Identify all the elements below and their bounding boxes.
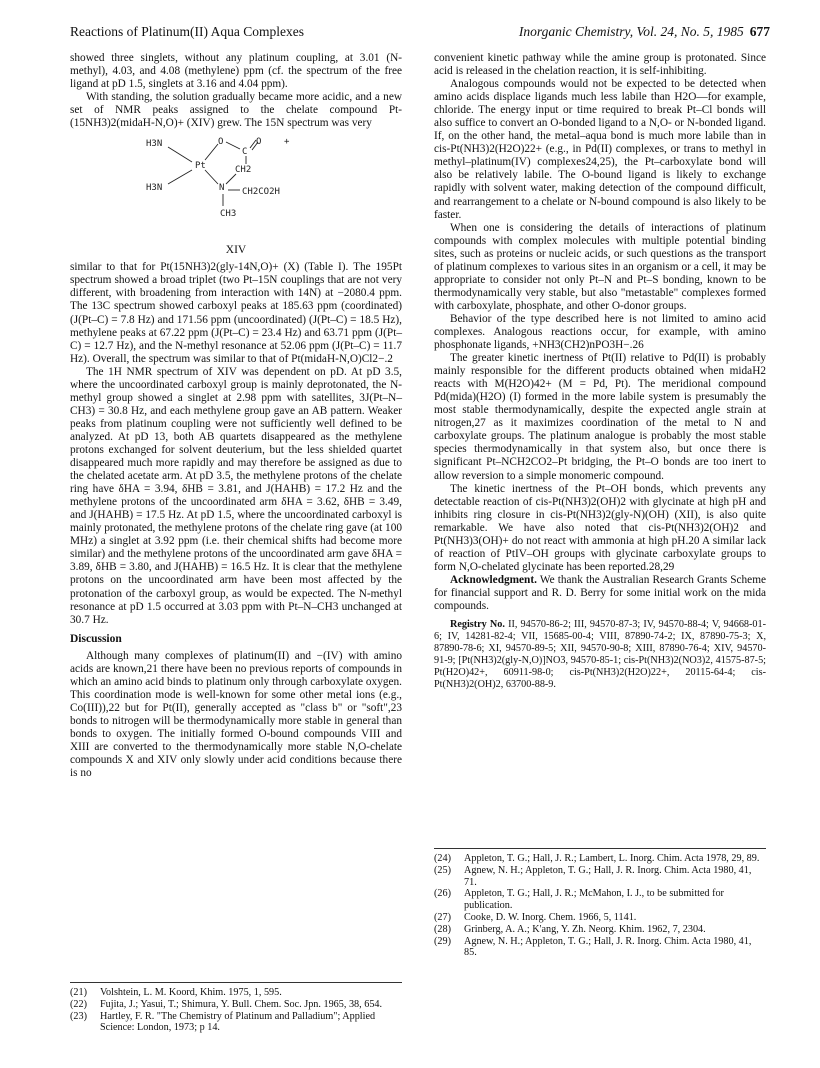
- label-c: C: [242, 147, 248, 158]
- label-plus: +: [284, 137, 290, 148]
- chemical-structure-xiv: [70, 132, 402, 242]
- label-h3n-top: H3N: [146, 139, 163, 150]
- paragraph: The 1H NMR spectrum of XIV was dependent on pD. At pD 3.5, where the uncoordinated carboxyl group is mainly deprotonated, the N-methyl group showed a singlet at 2.98 ppm with satellites, 3J(Pt–N–CH3) = 30.8 Hz, and each methylene group gave an AB pattern. Weaker peaks from platinum coupling were not sufficiently well defined to be analyzed. At pD 13, both AB quartets disappeared as the methylene protons exchanged for solvent deuterium, but the less shielded quartet disappeared much more rapidly and may therefore be assigned as due to the chelated acetate arm. At pD 3.5, the methylene protons of the chelate ring have δHA = 3.94, δHB = 3.81, and J(HAHB) = 17.2 Hz and the methylene protons of the uncoordinated arm δHA = 3.62, δHB = 3.49, and J(HAHB) = 17.5 Hz. At pD 1.5, where the uncoordinated carboxyl is mainly protonated, the methylene protons of the chelate ring gave (at 100 MHz) a singlet at 3.92 ppm (i.e. their chemical shifts had become more similar) and the methylene protons of the uncoordinated arm gave δHA = 3.89, δHB = 3.80, and J(HAHB) = 16.5 Hz. It is clear that the methylene protons on the uncoordinated arm have been most affected by the protonation of the carboxyl group, as would be expected. The N-methyl resonance at pD 1.5 occurred at 3.03 ppm with Pt–N–CH3 unchanged at 30.7 Hz.: [70, 365, 402, 626]
- acknowledgment-text: We thank the Australian Research Grants Scheme for financial support and R. D. Berry for some initial work on the mida compounds.: [434, 573, 766, 612]
- running-title: Reactions of Platinum(II) Aqua Complexes: [70, 24, 304, 39]
- reference-text: Grinberg, A. A.; K'ang, Y. Zh. Neorg. Khim. 1962, 7, 2304.: [464, 923, 706, 935]
- label-n: N: [219, 183, 225, 194]
- paragraph: showed three singlets, without any platinum coupling, at 3.01 (N-methyl), 4.03, and 4.08 (methylene) ppm (cf. the spectrum of the free ligand at pD 1.5, singlets at 3.16 and 4.04 ppm).: [70, 52, 402, 91]
- reference-text: Agnew, N. H.; Appleton, T. G.; Hall, J. R. Inorg. Chim. Acta 1980, 41, 85.: [464, 935, 752, 959]
- references-left: [70, 982, 402, 1034]
- reference: [434, 924, 766, 936]
- reference: [70, 999, 402, 1011]
- references-right: [434, 848, 766, 959]
- label-o1: O: [218, 137, 224, 148]
- reference-number: (23): [70, 1010, 87, 1022]
- paragraph: convenient kinetic pathway while the amine group is protonated. Since acid is released in the chelation reaction, it is self-inhibiting.: [434, 52, 766, 78]
- acknowledgment: [434, 574, 766, 613]
- reference: [434, 865, 766, 889]
- acknowledgment-label: Acknowledgment.: [450, 573, 537, 586]
- reference: [70, 987, 402, 999]
- journal-name: Inorganic Chemistry, Vol. 24, No. 5, 1985: [518, 24, 744, 39]
- reference-number: (27): [434, 911, 451, 923]
- label-ch2co2h: CH2CO2H: [242, 187, 280, 198]
- paragraph: The greater kinetic inertness of Pt(II) relative to Pd(II) is probably mainly responsible for the different products obtained when midaH2 reacts with M(H2O)42+ (M = Pd, Pt). The meridional compound Pd(mida)(H2O) (I) formed in the more labile system is presumably the most stable thermodynamically, despite the expected angle strain at nitrogen,27 as it maximizes coordination of the metal to N and carboxylate groups. The platinum analogue is probably the most stable species thermodynamically in that system also, but once there is significant Pt–NCH2CO2–Pt bridging, the Pt–O bonds are too inert to allow reversion to a simple monomeric compound.: [434, 352, 766, 482]
- reference-number: (22): [70, 998, 87, 1010]
- structure-label: XIV: [225, 244, 247, 257]
- paragraph: The kinetic inertness of the Pt–OH bonds, which prevents any detectable reaction of cis-Pt(NH3)2(OH)2 with glycinate at high pH and inhibits ring closure in cis-Pt(NH3)2(gly-N)(OH) (XII), is also quite remarkable. We have also noted that cis-Pt(NH3)2(OH)2 and Pt(NH3)3(OH)+ do not react with ammonia at high pH.20 A similar lack of reaction of PtIV–OH groups with glycinate carboxylate groups to form N,O-chelated glycinate has been reported.28,29: [434, 482, 766, 573]
- reference-number: (28): [434, 923, 451, 935]
- reference-number: (24): [434, 853, 451, 864]
- page-number: 677: [749, 24, 770, 39]
- label-h3n-bottom: H3N: [146, 183, 163, 194]
- reference-text: Hartley, F. R. "The Chemistry of Platinum and Palladium"; Applied Science: London, 1973; p 14.: [100, 1010, 376, 1034]
- reference: [70, 1011, 402, 1035]
- reference-number: (26): [434, 888, 451, 900]
- reference: [434, 936, 766, 960]
- registry-numbers: [434, 619, 766, 692]
- right-column: [434, 52, 766, 692]
- paragraph: similar to that for Pt(15NH3)2(gly-14N,O)+ (X) (Table I). The 195Pt spectrum showed a broad triplet (two Pt–15N couplings that are not very different, with broadening from interaction with 14N) at −2080.4 ppm. The 13C spectrum showed carboxyl peaks at 185.63 ppm (coordinated) (J(Pt–C) = 7.8 Hz) and 171.56 ppm (uncoordinated) (J(Pt–C) = 18.5 Hz), methylene peaks at 67.22 ppm (J(Pt–C) = 23.4 Hz) and 63.71 ppm (J(Pt–C) = 12.7 Hz), and the N-methyl resonance at 52.06 ppm (J(Pt–C) = 11.7 Hz). Overall, the spectrum was similar to that of Pt(midaH-N,O)Cl2−.2: [70, 261, 402, 365]
- paragraph: Analogous compounds would not be expected to be detected when amino acids displace ligands much less labile than H2O—for example, chloride. The energy input or time required to break Pt–Cl bonds will also suffice to convert an O-bonded ligand to a N,O- or N-bonded ligand. If, on the other hand, the metal–aqua bond is much more labile than in cis-Pt(NH3)2(H2O)22+ (e.g., in Pd(II) complexes, or trans to methyl in methyl–platinum(IV) complexes24,25), the Pt–carboxylate bond will also be relatively labile. The O-bound ligand is likely to exchange rapidly with solvent water, making detection of the compound difficult, and rearrangement to a chelate or N-bound compound is also likely to be faster.: [434, 78, 766, 221]
- reference-number: (29): [434, 935, 451, 947]
- paragraph: When one is considering the details of interactions of platinum compounds with complex molecules with multiple potential binding sites, such as proteins or nucleic acids, or such questions as the transport of platinum complexes to various sites in an organism or a cell, it may be appropriate to consider not only Pt–N and Pt–S bonding, known to be thermodynamically very stable, but also "metastable" complexes formed with carboxylate, phosphate, and other O-donor groups.: [434, 221, 766, 312]
- reference-text: Cooke, D. W. Inorg. Chem. 1966, 5, 1141.: [464, 911, 637, 923]
- reference: [434, 888, 766, 912]
- structure-drawing: [70, 132, 402, 242]
- left-column: [70, 52, 402, 780]
- label-ch2: CH2: [235, 165, 252, 176]
- label-pt: Pt: [195, 161, 206, 172]
- reference: [434, 912, 766, 924]
- reference-text: Appleton, T. G.; Hall, J. R.; McMahon, I. J., to be submitted for publication.: [464, 888, 724, 912]
- paragraph: With standing, the solution gradually became more acidic, and a new set of NMR peaks assigned to the chelate compound Pt-(15NH3)2(midaH-N,O)+ (XIV) grew. The 15N spectrum was very: [70, 91, 402, 130]
- registry-text: II, 94570-86-2; III, 94570-87-3; IV, 94570-88-4; V, 94668-01-6; IV, 14281-82-4; VII, 15685-00-4; VIII, 87890-74-2; IX, 87890-75-3; X, 87890-78-6; XI, 94570-89-5; XII, 94570-90-8; XIII, 87890-76-4; XIV, 94570-91-9; [Pt(NH3)2(gly-N,O)]NO3, 94570-85-1; cis-Pt(NH3)2(NO3)2, 41575-87-5; Pt(H2O)42+, 60911-98-0; cis-Pt(NH3)2(H2O)22+, 20115-64-4; cis-Pt(NH3)2(OH)2, 63700-88-9.: [434, 619, 767, 691]
- reference-text: Fujita, J.; Yasui, T.; Shimura, Y. Bull. Chem. Soc. Jpn. 1965, 38, 654.: [100, 998, 383, 1010]
- section-heading-discussion: Discussion: [70, 632, 122, 645]
- label-o2: O: [256, 137, 262, 148]
- reference-number: (25): [434, 864, 451, 876]
- reference-text: Agnew, N. H.; Appleton, T. G.; Hall, J. R. Inorg. Chim. Acta 1980, 41, 71.: [464, 864, 752, 888]
- reference-number: (21): [70, 987, 87, 998]
- journal-citation: [519, 24, 770, 40]
- registry-label: Registry No.: [450, 619, 505, 631]
- reference-text: Appleton, T. G.; Hall, J. R.; Lambert, L. Inorg. Chim. Acta 1978, 29, 89.: [464, 853, 760, 864]
- page-header: [70, 24, 770, 44]
- reference: [434, 853, 766, 865]
- paragraph: Behavior of the type described here is not limited to amino acid complexes. Analogous reactions occur, for example, with amino phosphonate ligands, +NH3(CH2)nPO3H−.26: [434, 312, 766, 352]
- label-ch3: CH3: [220, 209, 237, 220]
- paragraph: Although many complexes of platinum(II) and −(IV) with amino acids are known,21 there have been no previous reports of compounds in which an amino acid binds to platinum only through carboxylate oxygen. This coordination mode is well-known for some other metal ions (e.g., Co(III)),22 but for Pt(II), generally accepted as "class b" or "soft",23 bonds to nitrogen will be thermodynamically more stable in general than bonds to oxygen. The initially formed O-bound compounds VIII and XIII are converted to the thermodynamically more stable N,O-chelate compounds X and XIV only slowly under acid conditions because there is no: [70, 649, 402, 780]
- reference-text: Volshtein, L. M. Koord, Khim. 1975, 1, 595.: [100, 987, 282, 998]
